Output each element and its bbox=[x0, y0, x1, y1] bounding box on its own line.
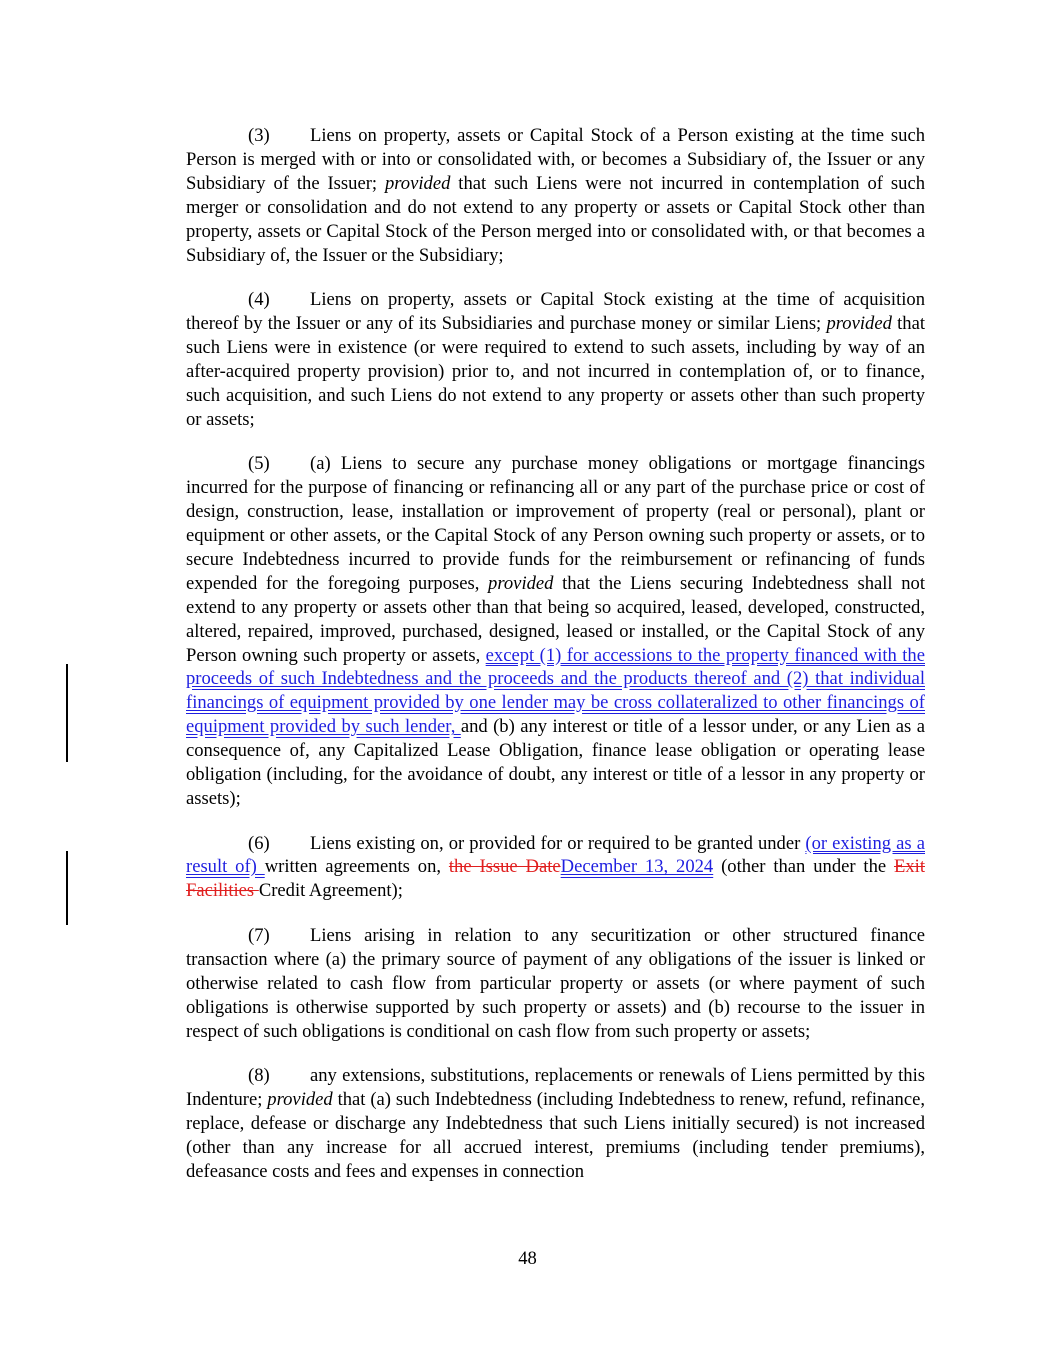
page-number: 48 bbox=[518, 1248, 537, 1269]
paragraph-5 bbox=[186, 452, 925, 811]
emphasis-text: provided bbox=[267, 1089, 333, 1111]
paragraph-text: (a) Liens to secure any purchase money obligations or mortgage financings incurred for the purpose of financing or refinancing all or any part of the purchase price or cost of design, construction, lease, installation or improvement of property (real or personal), plant or equipment or other assets, or the Capital Stock of any Person owning such property or assets, or to secure Indebtedness incurred to provide funds for the reimbursement or refinancing of funds expended for the foregoing purposes, bbox=[186, 453, 925, 594]
paragraph-text: that the Liens securing Indebtedness shall not extend to any property or assets other than that being so acquired, leased, developed, constructed, altered, repaired, improved, purchased, designed, leased or installed, or the Capital Stock of any Person owning such property or assets, bbox=[186, 572, 926, 666]
paragraph-text: Liens on property, assets or Capital Stock existing at the time of acquisition thereof by the Issuer or any of its Subsidiaries and purchase money or similar Liens; bbox=[186, 289, 925, 335]
change-bar-paragraph-5 bbox=[66, 664, 68, 762]
inserted-text: December 13, 2024 bbox=[560, 856, 714, 878]
paragraph-number: (3) bbox=[248, 125, 270, 146]
paragraph-number: (6) bbox=[248, 832, 270, 854]
document-page bbox=[186, 124, 925, 1204]
paragraph-number: (7) bbox=[248, 924, 270, 946]
change-bar-paragraph-6 bbox=[66, 851, 68, 925]
paragraph-text: that such Liens were in existence (or were required to extend to such assets, including by way of an after-acquired property provision) prior to, and not incurred in contemplation of, or to finance, such acquisition, and such Liens do not extend to any property or assets other than such property or assets; bbox=[186, 313, 926, 430]
deleted-text: Exit Facilities bbox=[186, 856, 925, 902]
paragraph-text: any extensions, substitutions, replacements or renewals of Liens permitted by this Indenture; bbox=[186, 1065, 925, 1111]
paragraph-number: (8) bbox=[248, 1065, 270, 1087]
paragraph-text: that such Liens were not incurred in contemplation of such merger or consolidation and do not extend to any property or assets or Capital Stock other than property, assets or Capital Stock of the Person merged into or consolidated with, or that becomes a Subsidiary of, the Issuer or the Subsidiary; bbox=[186, 172, 925, 266]
emphasis-text: provided bbox=[488, 572, 554, 594]
paragraph-text: written agreements on, bbox=[264, 856, 449, 878]
paragraph-8 bbox=[186, 1064, 925, 1184]
deleted-text: the Issue Date bbox=[448, 856, 561, 878]
inserted-text: except (1) for accessions to the property financed with the proceeds of such Indebtedness and the proceeds and the products thereof and (2) that individual financings of equipment provided by one lender may be cross collateralized to other financings of equipment provided by such lender, bbox=[186, 644, 925, 738]
paragraph-text: Liens arising in relation to any securitization or other structured finance transaction where (a) the primary source of payment of any obligations of the issuer is linked or otherwise related to cash flow from particular property or assets (or where payment of such obligations is otherwise supported by such property or assets) and (b) recourse to the issuer in respect of such obligations is conditional on cash flow from such property or assets; bbox=[186, 924, 925, 1042]
paragraph-text: that (a) such Indebtedness (including Indebtedness to renew, refund, refinance, replace, defease or discharge any Indebtedness that such Liens initially secured) is not increased (other than any increase for all accrued interest, premiums (including tender premiums), defeasance costs and fees and expenses in connection bbox=[186, 1089, 925, 1182]
paragraph-number: (4) bbox=[248, 289, 270, 311]
paragraph-text: and (b) any interest or title of a lessor under, or any Lien as a consequence of, any Capitalized Lease Obligation, finance lease obligation or operating lease obligation (including, for the avoidance of doubt, any interest or title of a lessor in any property or assets); bbox=[186, 716, 925, 809]
inserted-text: (or existing as a result of) bbox=[186, 832, 925, 878]
paragraph-text: Liens on property, assets or Capital Stock of a Person existing at the time such Person is merged with or into or consolidated with, or becomes a Subsidiary of, the Issuer or any Subsidiary of the Issuer; bbox=[186, 125, 925, 194]
paragraph-text: (other than under the bbox=[713, 856, 894, 878]
paragraph-text: Credit Agreement); bbox=[258, 880, 403, 902]
paragraph-6 bbox=[186, 832, 925, 904]
paragraph-7 bbox=[186, 924, 925, 1044]
paragraph-4 bbox=[186, 288, 925, 431]
emphasis-text: provided bbox=[384, 172, 451, 194]
paragraph-3 bbox=[186, 124, 925, 267]
paragraph-text: Liens existing on, or provided for or required to be granted under bbox=[310, 832, 806, 854]
paragraph-number: (5) bbox=[248, 453, 270, 475]
emphasis-text: provided bbox=[826, 313, 892, 335]
